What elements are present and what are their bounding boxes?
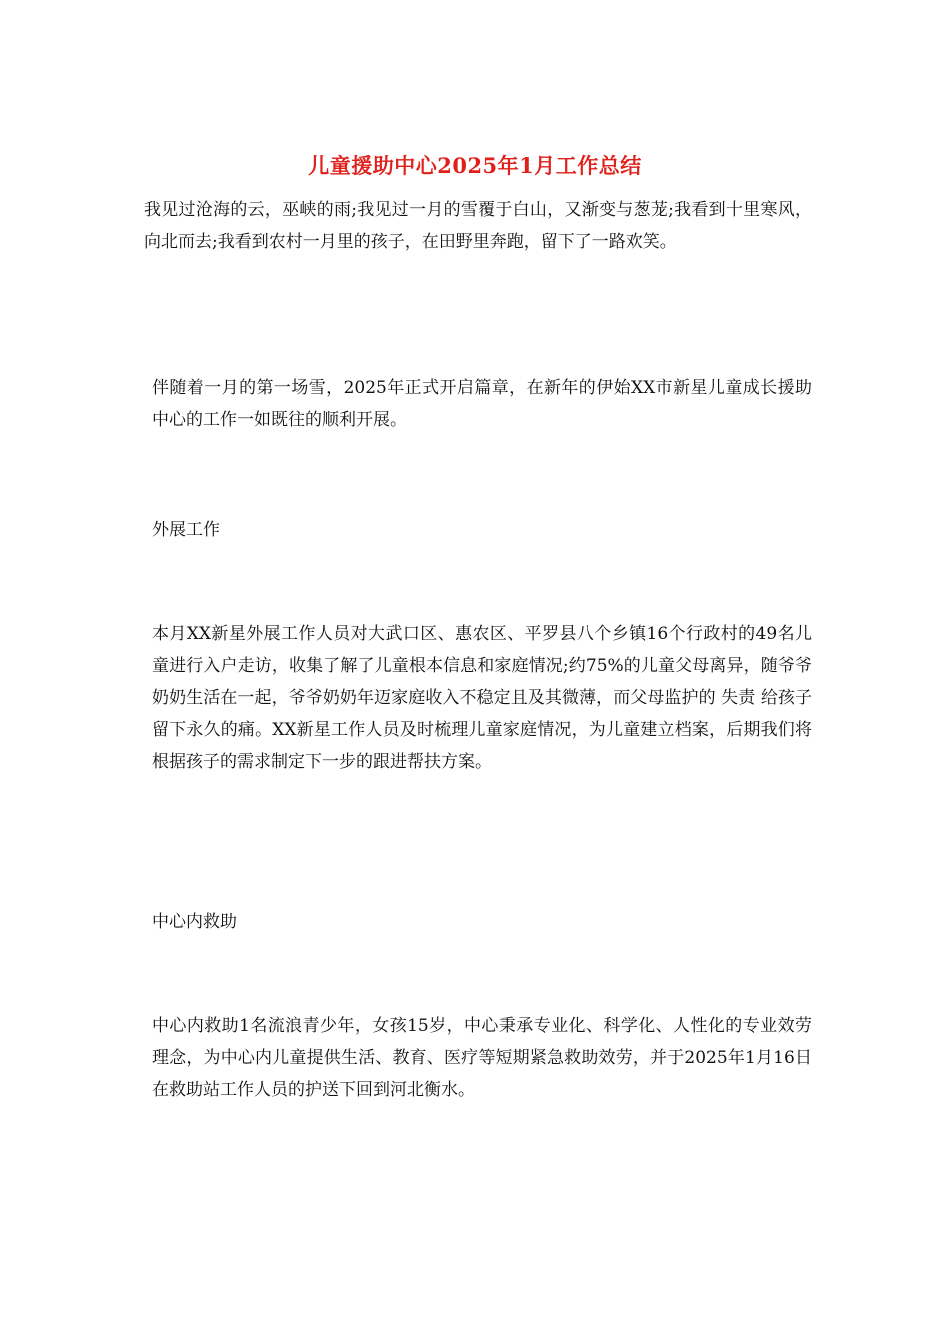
intro-paragraph: 我见过沧海的云，巫峡的雨;我见过一月的雪覆于白山，又渐变与葱茏;我看到十里寒风，向北而去;我看到农村一月里的孩子，在田野里奔跑，留下了一路欢笑。: [144, 200, 812, 252]
outreach-paragraph: 本月XX新星外展工作人员对大武口区、惠农区、平罗县八个乡镇16个行政村的49名儿童进行入户走访，收集了解了儿童根本信息和家庭情况;约75%的儿童父母离异，随爷爷奶奶生活在一起，爷爷奶奶年迈家庭收入不稳定且及其微薄，而父母监护的 失责 给孩子留下永久的痛。XX新星工作人员及时梳理儿童家庭情况，为儿童建立档案，后期我们将根据孩子的需求制定下一步的跟进帮扶方案。: [152, 624, 812, 772]
center-rescue-paragraph: 中心内救助1名流浪青少年，女孩15岁，中心秉承专业化、科学化、人性化的专业效劳理念，为中心内儿童提供生活、教育、医疗等短期紧急救助效劳，并于2025年1月16日在救助站工作人员的护送下回到河北衡水。: [152, 1016, 812, 1100]
document-title: 儿童援助中心2025年1月工作总结: [308, 153, 642, 178]
section-heading-center-rescue: 中心内救助: [152, 912, 237, 932]
section-heading-outreach: 外展工作: [152, 520, 220, 540]
opening-paragraph: 伴随着一月的第一场雪，2025年正式开启篇章，在新年的伊始XX市新星儿童成长援助中心的工作一如既往的顺利开展。: [152, 378, 812, 430]
